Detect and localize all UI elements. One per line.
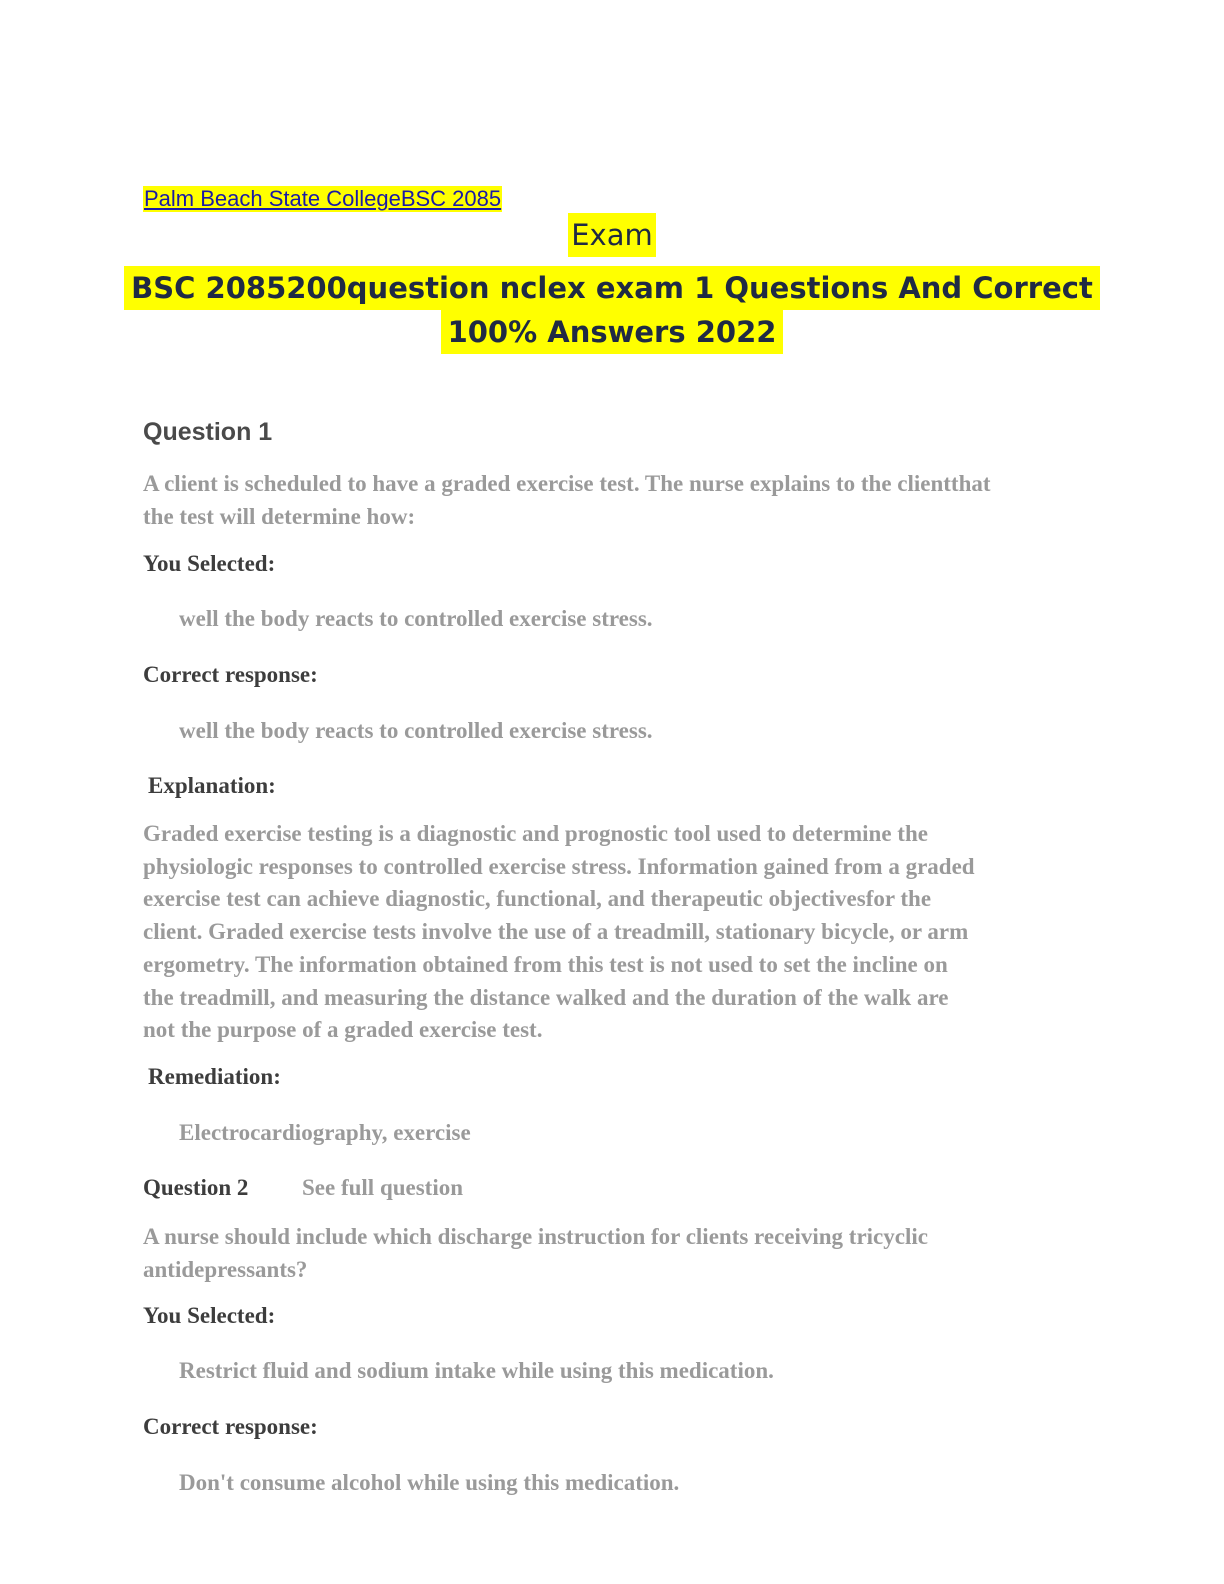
q2-selected-label: You Selected: <box>143 1303 276 1328</box>
explanation-line: Graded exercise testing is a diagnostic and prognostic tool used to determine the <box>143 821 928 846</box>
q1-correct-label: Correct response: <box>143 662 318 687</box>
question-1-text-line-1: A client is scheduled to have a graded exercise test. The nurse explains to the clientthat <box>143 471 991 496</box>
title-line-2: 100% Answers 2022 <box>441 310 784 354</box>
explanation-line: not the purpose of a graded exercise test. <box>143 1017 543 1043</box>
explanation-line: physiologic responses to controlled exercise stress. Information gained from a graded <box>143 853 975 879</box>
q1-remediation-label: Remediation: <box>148 1064 281 1089</box>
question-2-heading: Question 2 <box>143 1175 249 1200</box>
explanation-line: client. Graded exercise tests involve the use of a treadmill, stationary bicycle, or arm <box>143 919 969 945</box>
see-full-question-link[interactable]: See full question <box>302 1175 464 1200</box>
q1-correct-answer: well the body reacts to controlled exercise stress. <box>179 718 653 743</box>
question-2-text-line-2: antidepressants? <box>143 1256 308 1282</box>
question-1-heading: Question 1 <box>143 418 273 446</box>
subtitle-container <box>0 213 1224 257</box>
explanation-line: exercise test can achieve diagnostic, functional, and therapeutic objectivesfor the <box>143 886 932 912</box>
question-1-text-line-2: the test will determine how: <box>143 503 416 529</box>
subtitle: Exam <box>568 213 656 257</box>
explanation-line: ergometry. The information obtained from this test is not used to set the incline on <box>143 951 948 977</box>
q2-correct-answer: Don't consume alcohol while using this medication. <box>179 1470 680 1495</box>
question-2-text <box>143 1221 1103 1286</box>
q2-correct-label: Correct response: <box>143 1414 318 1439</box>
document-title <box>110 266 1114 354</box>
explanation-line: the treadmill, and measuring the distance walked and the duration of the walk are <box>143 984 949 1010</box>
course-link[interactable]: Palm Beach State CollegeBSC 2085 <box>144 186 502 211</box>
question-1-text <box>143 468 1103 533</box>
question-2-text-line-1: A nurse should include which discharge instruction for clients receiving tricyclic <box>143 1224 928 1249</box>
q1-selected-answer: well the body reacts to controlled exercise stress. <box>179 606 653 631</box>
title-line-1: BSC 2085200question nclex exam 1 Questions And Correct <box>124 266 1100 310</box>
q2-selected-answer: Restrict fluid and sodium intake while using this medication. <box>179 1358 774 1383</box>
q1-explanation-label: Explanation: <box>148 773 276 798</box>
q1-selected-label: You Selected: <box>143 551 276 576</box>
q1-explanation-text <box>143 818 1103 1047</box>
q1-remediation-text: Electrocardiography, exercise <box>179 1120 471 1145</box>
